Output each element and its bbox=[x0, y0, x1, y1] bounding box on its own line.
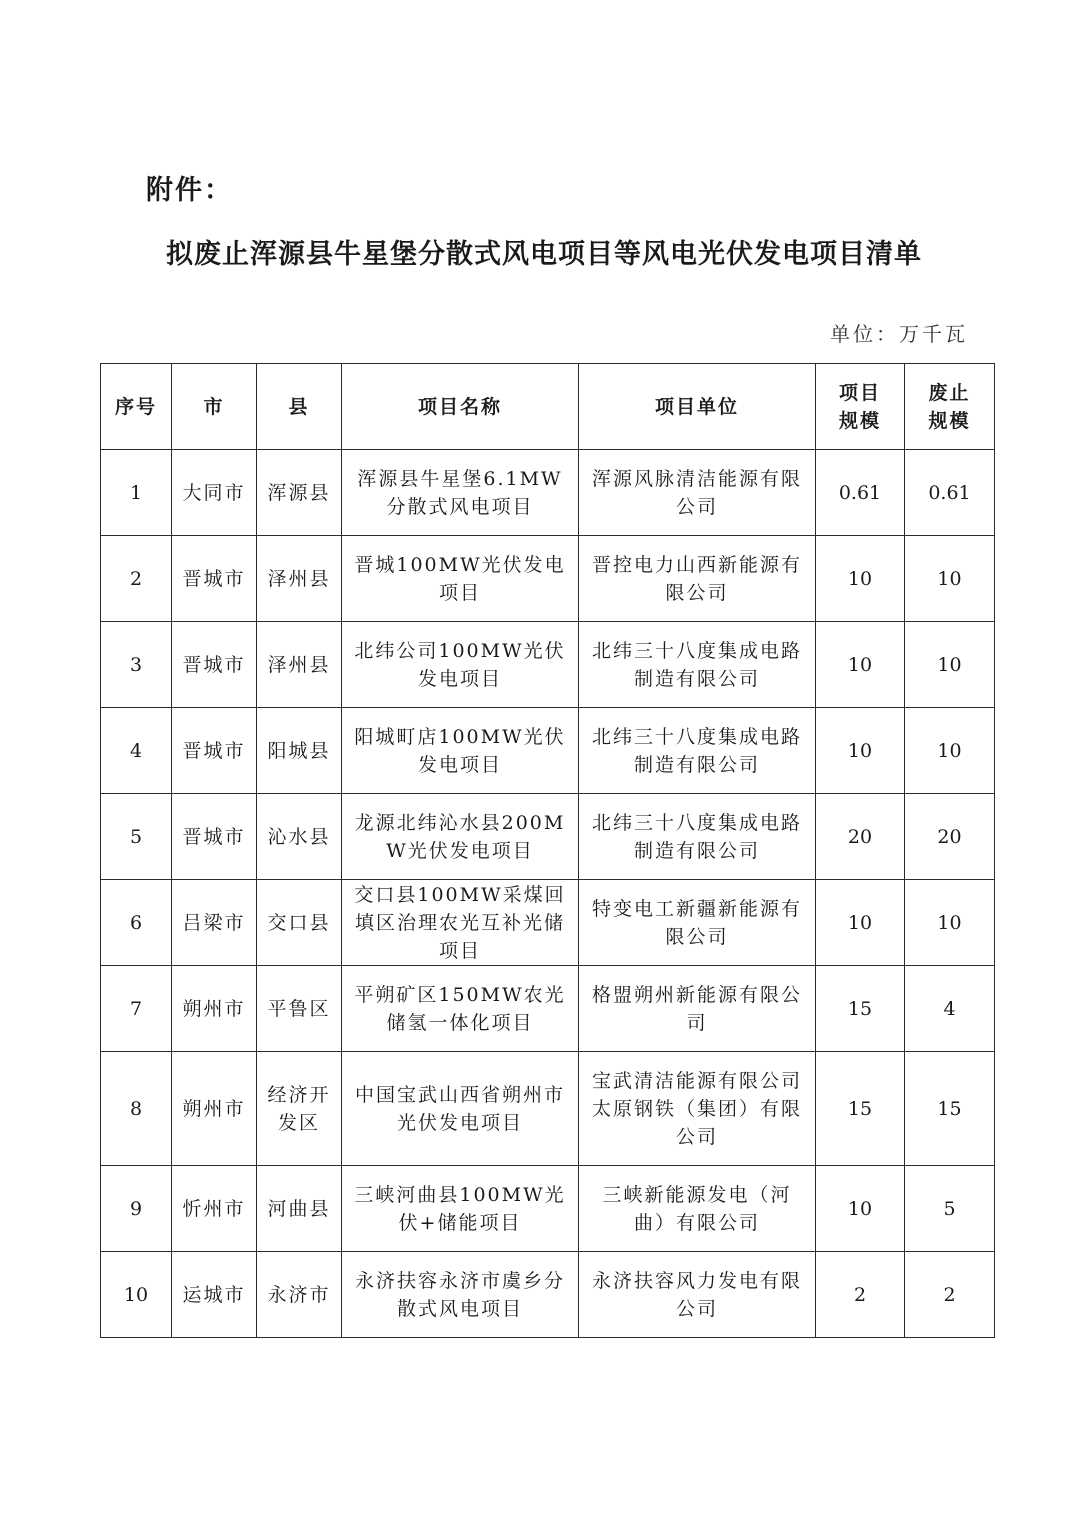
cell-county: 永济市 bbox=[257, 1252, 342, 1338]
cell-project-scale: 10 bbox=[816, 622, 905, 708]
cell-project-unit: 永济扶容风力发电有限公司 bbox=[579, 1252, 816, 1338]
cell-seq: 10 bbox=[101, 1252, 172, 1338]
cell-project-unit: 北纬三十八度集成电路制造有限公司 bbox=[579, 622, 816, 708]
cell-seq: 1 bbox=[101, 450, 172, 536]
cell-project-name: 晋城100MW光伏发电项目 bbox=[342, 536, 579, 622]
cell-project-name: 永济扶容永济市虞乡分散式风电项目 bbox=[342, 1252, 579, 1338]
cell-project-unit: 格盟朔州新能源有限公司 bbox=[579, 966, 816, 1052]
cell-county: 泽州县 bbox=[257, 536, 342, 622]
cell-county: 交口县 bbox=[257, 880, 342, 966]
cell-county: 泽州县 bbox=[257, 622, 342, 708]
table-row bbox=[101, 622, 995, 708]
cell-abolish-scale: 4 bbox=[905, 966, 995, 1052]
header-county: 县 bbox=[257, 364, 342, 450]
cell-project-scale: 0.61 bbox=[816, 450, 905, 536]
cell-project-unit: 北纬三十八度集成电路制造有限公司 bbox=[579, 708, 816, 794]
cell-project-scale: 20 bbox=[816, 794, 905, 880]
cell-seq: 9 bbox=[101, 1166, 172, 1252]
table-row bbox=[101, 794, 995, 880]
cell-project-scale: 10 bbox=[816, 536, 905, 622]
cell-project-scale: 10 bbox=[816, 880, 905, 966]
header-city: 市 bbox=[172, 364, 257, 450]
table-row bbox=[101, 1252, 995, 1338]
table-row bbox=[101, 1166, 995, 1252]
cell-abolish-scale: 20 bbox=[905, 794, 995, 880]
cell-abolish-scale: 10 bbox=[905, 622, 995, 708]
table-row bbox=[101, 880, 995, 966]
header-abolish-scale: 废止 规模 bbox=[905, 364, 995, 450]
table-row bbox=[101, 966, 995, 1052]
cell-city: 吕梁市 bbox=[172, 880, 257, 966]
cell-county: 沁水县 bbox=[257, 794, 342, 880]
table-row bbox=[101, 1052, 995, 1166]
cell-seq: 5 bbox=[101, 794, 172, 880]
cell-project-name: 阳城町店100MW光伏发电项目 bbox=[342, 708, 579, 794]
cell-seq: 8 bbox=[101, 1052, 172, 1166]
cell-city: 晋城市 bbox=[172, 622, 257, 708]
cell-project-name: 浑源县牛星堡6.1MW分散式风电项目 bbox=[342, 450, 579, 536]
cell-project-unit: 北纬三十八度集成电路制造有限公司 bbox=[579, 794, 816, 880]
attachment-label: 附件： bbox=[146, 175, 233, 206]
cell-county: 浑源县 bbox=[257, 450, 342, 536]
table-row bbox=[101, 708, 995, 794]
cell-city: 晋城市 bbox=[172, 536, 257, 622]
table-row bbox=[101, 536, 995, 622]
cell-seq: 2 bbox=[101, 536, 172, 622]
header-seq: 序号 bbox=[101, 364, 172, 450]
table-header-row bbox=[101, 364, 995, 450]
cell-city: 晋城市 bbox=[172, 708, 257, 794]
table-body bbox=[101, 450, 995, 1338]
cell-abolish-scale: 10 bbox=[905, 536, 995, 622]
cell-county: 河曲县 bbox=[257, 1166, 342, 1252]
header-project-unit: 项目单位 bbox=[579, 364, 816, 450]
cell-project-scale: 15 bbox=[816, 1052, 905, 1166]
cell-project-scale: 2 bbox=[816, 1252, 905, 1338]
cell-project-name: 交口县100MW采煤回填区治理农光互补光储项目 bbox=[342, 880, 579, 966]
cell-county: 阳城县 bbox=[257, 708, 342, 794]
cell-city: 晋城市 bbox=[172, 794, 257, 880]
cell-project-name: 三峡河曲县100MW光伏+储能项目 bbox=[342, 1166, 579, 1252]
header-project-scale: 项目 规模 bbox=[816, 364, 905, 450]
cell-abolish-scale: 10 bbox=[905, 880, 995, 966]
cell-project-unit: 浑源风脉清洁能源有限公司 bbox=[579, 450, 816, 536]
cell-project-scale: 10 bbox=[816, 1166, 905, 1252]
cell-project-scale: 15 bbox=[816, 966, 905, 1052]
cell-county: 平鲁区 bbox=[257, 966, 342, 1052]
cell-project-name: 龙源北纬沁水县200MW光伏发电项目 bbox=[342, 794, 579, 880]
cell-project-unit: 宝武清洁能源有限公司 太原钢铁（集团）有限公司 bbox=[579, 1052, 816, 1166]
cell-project-name: 北纬公司100MW光伏发电项目 bbox=[342, 622, 579, 708]
cell-abolish-scale: 2 bbox=[905, 1252, 995, 1338]
unit-note: 单位：万千瓦 bbox=[830, 322, 968, 346]
cell-project-unit: 三峡新能源发电（河曲）有限公司 bbox=[579, 1166, 816, 1252]
cell-abolish-scale: 5 bbox=[905, 1166, 995, 1252]
cell-project-unit: 特变电工新疆新能源有限公司 bbox=[579, 880, 816, 966]
document-title: 拟废止浑源县牛星堡分散式风电项目等风电光伏发电项目清单 bbox=[166, 239, 922, 270]
cell-seq: 4 bbox=[101, 708, 172, 794]
cell-city: 朔州市 bbox=[172, 1052, 257, 1166]
cell-abolish-scale: 0.61 bbox=[905, 450, 995, 536]
cell-project-scale: 10 bbox=[816, 708, 905, 794]
cell-seq: 3 bbox=[101, 622, 172, 708]
table-row bbox=[101, 450, 995, 536]
cell-project-unit: 晋控电力山西新能源有限公司 bbox=[579, 536, 816, 622]
cell-seq: 7 bbox=[101, 966, 172, 1052]
cell-project-name: 中国宝武山西省朔州市光伏发电项目 bbox=[342, 1052, 579, 1166]
cell-abolish-scale: 15 bbox=[905, 1052, 995, 1166]
cell-city: 运城市 bbox=[172, 1252, 257, 1338]
cell-abolish-scale: 10 bbox=[905, 708, 995, 794]
cell-county: 经济开发区 bbox=[257, 1052, 342, 1166]
cell-seq: 6 bbox=[101, 880, 172, 966]
cell-city: 大同市 bbox=[172, 450, 257, 536]
cell-project-name: 平朔矿区150MW农光储氢一体化项目 bbox=[342, 966, 579, 1052]
project-list-table bbox=[100, 363, 995, 1338]
cell-city: 朔州市 bbox=[172, 966, 257, 1052]
header-project-name: 项目名称 bbox=[342, 364, 579, 450]
cell-city: 忻州市 bbox=[172, 1166, 257, 1252]
